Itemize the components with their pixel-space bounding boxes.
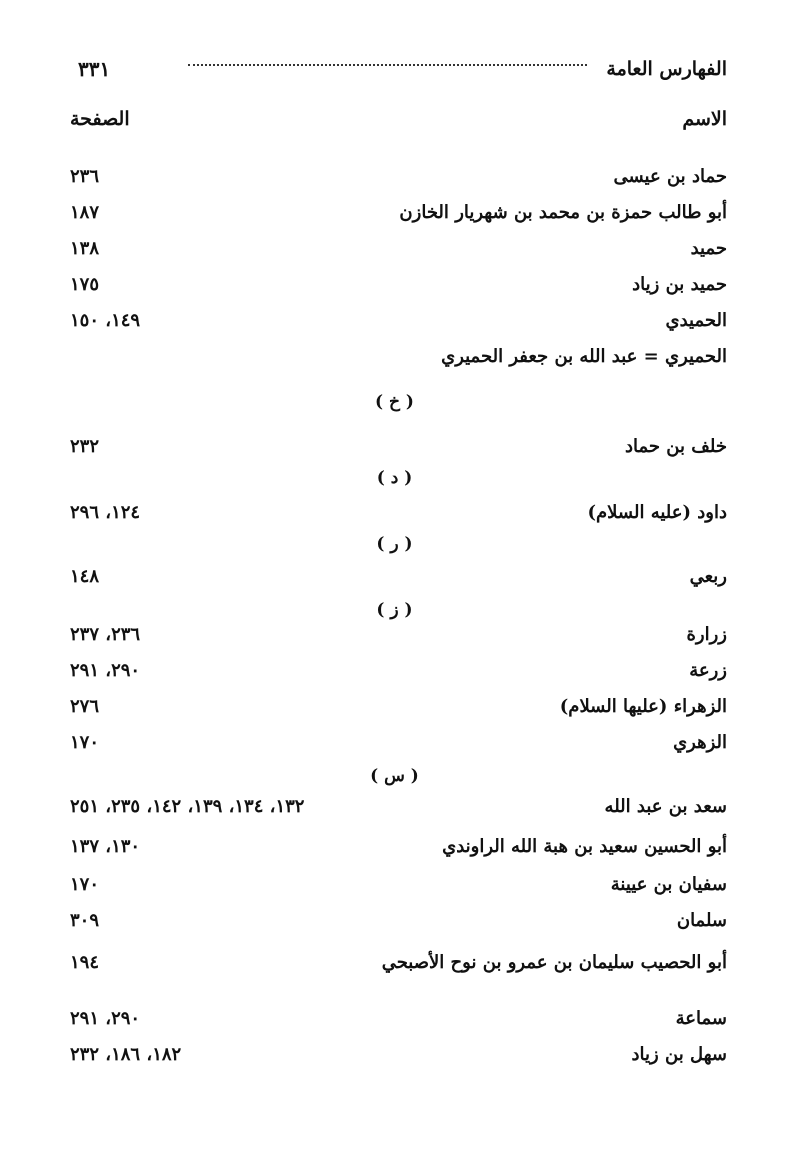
entry-name: حميد بن زياد (632, 274, 727, 295)
index-entry (70, 238, 727, 268)
entry-name: سلمان (676, 910, 727, 931)
index-entry (70, 952, 727, 982)
entry-pages: ١٤٩، ١٥٠ (70, 310, 141, 331)
entry-pages: ١٣٨ (70, 238, 100, 259)
index-entry (70, 566, 727, 596)
entry-pages: ٣٠٩ (70, 910, 100, 931)
index-entry (70, 1044, 727, 1074)
letter-section-heading: ( خ ) (375, 392, 414, 412)
entry-pages: ٢٣٢ (70, 436, 100, 457)
entry-name: حميد (690, 238, 727, 259)
entry-pages: ١٩٤ (70, 952, 100, 973)
entry-pages: ١٣٠، ١٣٧ (70, 836, 141, 857)
letter-section-heading: ( س ) (370, 766, 419, 786)
running-title: الفهارس العامة (606, 58, 727, 80)
index-entry (70, 624, 727, 654)
entry-name: أبو الحصيب سليمان بن عمرو بن نوح الأصبحي (381, 952, 727, 973)
index-entry (70, 696, 727, 726)
entry-name: أبو الحسين سعيد بن هبة الله الراوندي (442, 836, 727, 857)
index-entry (70, 502, 727, 532)
index-entry (70, 660, 727, 690)
entry-pages: ١٤٨ (70, 566, 100, 587)
entry-name: سفيان بن عيينة (610, 874, 727, 895)
entry-name: سعد بن عبد الله (604, 796, 727, 817)
index-entry (70, 910, 727, 940)
entry-name: خلف بن حماد (625, 436, 727, 457)
entry-pages: ١٨٢، ١٨٦، ٢٣٢ (70, 1044, 182, 1065)
entry-pages: ٢٧٦ (70, 696, 100, 717)
entry-name: الحميدي (665, 310, 727, 331)
entry-pages: ١٧٠ (70, 732, 100, 753)
entry-pages: ٢٩٠، ٢٩١ (70, 1008, 141, 1029)
index-entry (70, 796, 727, 826)
page-header (70, 52, 727, 86)
entry-pages: ١٧٥ (70, 274, 100, 295)
entry-name: زرارة (686, 624, 727, 645)
entry-pages: ١٣٢، ١٣٤، ١٣٩، ١٤٢، ٢٣٥، ٢٥١ (70, 796, 305, 817)
entry-pages: ٢٣٦، ٢٣٧ (70, 624, 141, 645)
index-entry (70, 874, 727, 904)
entry-name: الحميري = عبد الله بن جعفر الحميري (441, 346, 727, 367)
index-entry (70, 202, 727, 232)
name-column-header: الاسم (682, 108, 727, 130)
index-entry (70, 310, 727, 340)
entry-name: داود (عليه السلام) (587, 502, 727, 523)
index-entry (70, 1008, 727, 1038)
leader-dots (188, 64, 587, 66)
letter-section-heading: ( ر ) (376, 534, 413, 554)
entry-name: الزهري (673, 732, 727, 753)
page-number: ٣٣١ (78, 57, 111, 81)
entry-name: سهل بن زياد (631, 1044, 727, 1065)
entry-pages: ٢٩٠، ٢٩١ (70, 660, 141, 681)
entry-name: زرعة (689, 660, 727, 681)
column-headers (70, 108, 727, 138)
entry-name: حماد بن عيسى (613, 166, 727, 187)
entry-pages: ١٨٧ (70, 202, 100, 223)
entry-pages: ٢٣٦ (70, 166, 100, 187)
index-entry (70, 166, 727, 196)
letter-section-heading: ( ز ) (376, 600, 413, 620)
page-column-header: الصفحة (70, 108, 130, 130)
letter-section-heading: ( د ) (376, 468, 413, 488)
entry-name: أبو طالب حمزة بن محمد بن شهريار الخازن (399, 202, 727, 223)
index-entry (70, 436, 727, 466)
index-entry (70, 732, 727, 762)
entry-name: الزهراء (عليها السلام) (559, 696, 727, 717)
index-entry (70, 836, 727, 866)
index-entry (70, 346, 727, 376)
entry-name: ربعي (689, 566, 727, 587)
entry-pages: ١٢٤، ٢٩٦ (70, 502, 141, 523)
entry-name: سماعة (675, 1008, 727, 1029)
index-entry (70, 274, 727, 304)
entry-pages: ١٧٠ (70, 874, 100, 895)
